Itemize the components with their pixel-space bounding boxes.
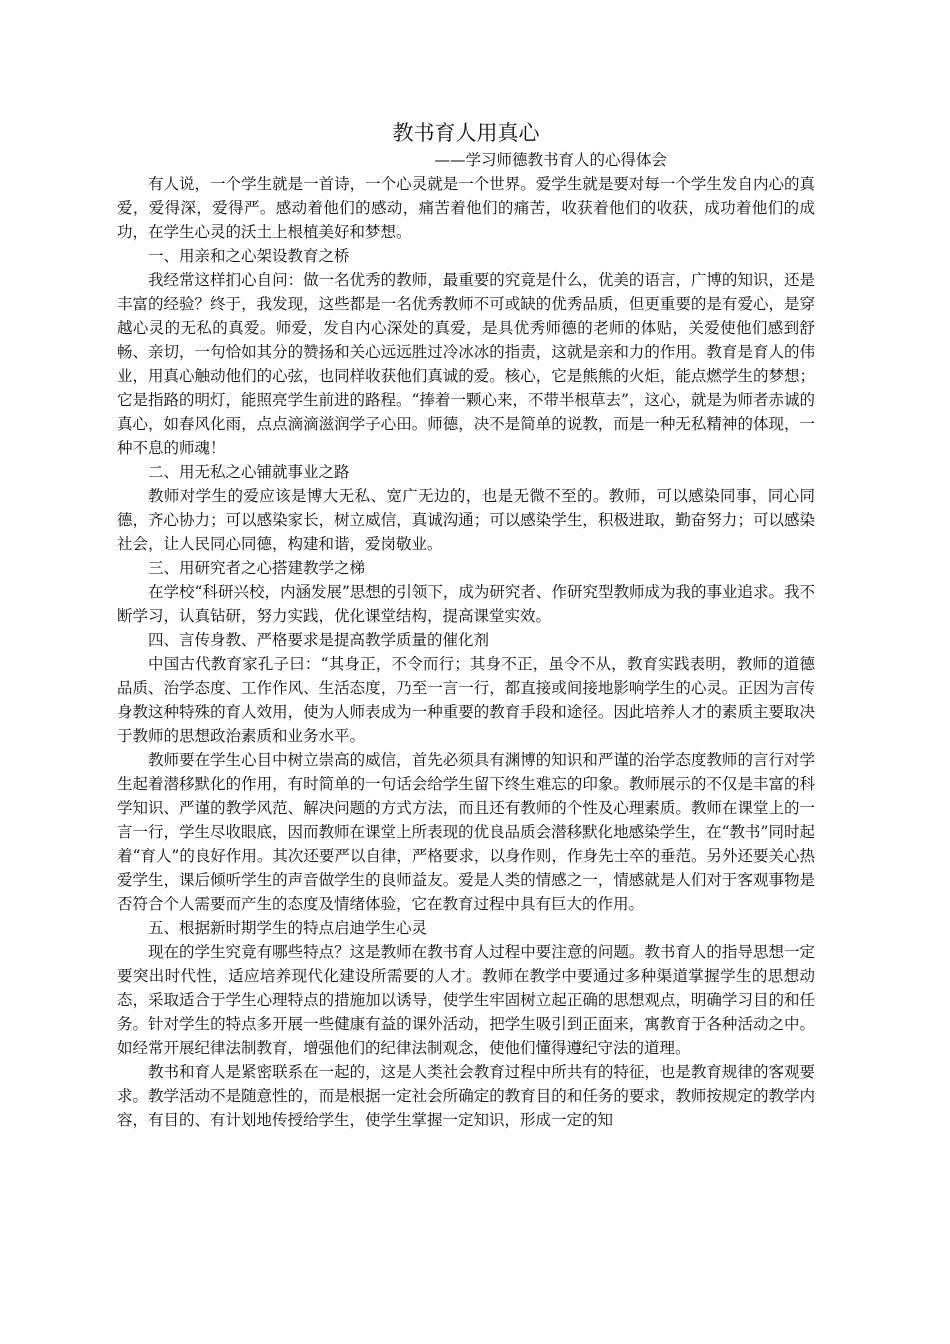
document-page: [117, 118, 815, 1132]
paragraph-section-4b: 教师要在学生心目中树立崇高的威信，首先必须具有渊博的知识和严谨的治学态度教师的言行对学生起着潜移默化的作用，有时简单的一句话会给学生留下终生难忘的印象。教师展示的不仅是丰富的科学知识、严谨的教学风范、解决问题的方式方法，而且还有教师的个性及心理素质。教师在课堂上的一言一行，学生尽收眼底，因而教师在课堂上所表现的优良品质会潜移默化地感染学生，在“教书”同时起着“育人”的良好作用。其次还要严以自律，严格要求，以身作则，作身先士卒的垂范。另外还要关心热爱学生，课后倾听学生的声音做学生的良师益友。爱是人类的情感之一，情感就是人们对于客观事物是否符合个人需要而产生的态度及情绪体验，它在教育过程中具有巨大的作用。: [117, 751, 815, 913]
paragraph-section-4a: 中国古代教育家孔子曰：“其身正，不令而行；其身不正，虽令不从，教育实践表明，教师的道德品质、治学态度、工作作风、生活态度，乃至一言一行，都直接或间接地影响学生的心灵。正因为言传身教这种特殊的育人效用，使为人师表成为一种重要的教育手段和途径。因此培养人才的素质主要取决于教师的思想政治素质和业务水平。: [117, 655, 815, 745]
section-heading-4: 四、言传身教、严格要求是提高教学质量的催化剂: [148, 631, 490, 649]
paragraph-section-2: 教师对学生的爱应该是博大无私、宽广无边的，也是无微不至的。教师，可以感染同事，同心同德，齐心协力；可以感染家长，树立威信，真诚沟通；可以感染学生，积极进取，勤奋努力；可以感染社会，让人民同心同德，构建和谐，爱岗敬业。: [117, 487, 815, 553]
paragraph-section-1: 我经常这样扪心自问：做一名优秀的教师，最重要的究竟是什么，优美的语言，广博的知识，还是丰富的经验？终于，我发现，这些都是一名优秀教师不可或缺的优秀品质，但更重要的是有爱心，是穿越心灵的无私的真爱。师爱，发自内心深处的真爱，是具优秀师德的老师的体贴，关爱使他们感到舒畅、亲切，一句恰如其分的赞扬和关心远远胜过冷冰冰的指责，这就是亲和力的作用。教育是育人的伟业，用真心触动他们的心弦，也同样收获他们真诚的爱。核心，它是熊熊的火炬，能点燃学生的梦想；它是指路的明灯，能照亮学生前进的路程。“捧着一颗心来，不带半根草去”，这心，就是为师者赤诚的真心，如春风化雨，点点滴滴滋润学子心田。师德，决不是简单的说教，而是一种无私精神的体现，一种不息的师魂！: [117, 271, 815, 457]
section-heading-5: 五、根据新时期学生的特点启迪学生心灵: [148, 919, 428, 937]
section-heading-1: 一、用亲和之心架设教育之桥: [148, 247, 350, 265]
document-subtitle: ——学习师德教书育人的心得体会: [434, 151, 667, 169]
section-heading-3: 三、用研究者之心搭建教学之梯: [148, 559, 366, 577]
paragraph-section-5a: 现在的学生究竟有哪些特点？这是教师在教书育人过程中要注意的问题。教书育人的指导思想一定要突出时代性，适应培养现代化建设所需要的人才。教师在教学中要通过多种渠道掌握学生的思想动态，采取适合于学生心理特点的措施加以诱导，使学生牢固树立起正确的思想观点，明确学习目的和任务。针对学生的特点多开展一些健康有益的课外活动，把学生吸引到正面来，寓教育于各种活动之中。如经常开展纪律法制教育，增强他们的纪律法制观念，使他们懂得遵纪守法的道理。: [117, 943, 815, 1057]
paragraph-intro: 有人说，一个学生就是一首诗，一个心灵就是一个世界。爱学生就是要对每一个学生发自内心的真爱，爱得深，爱得严。感动着他们的感动，痛苦着他们的痛苦，收获着他们的收获，成功着他们的成功，在学生心灵的沃土上根植美好和梦想。: [117, 175, 815, 241]
document-title: 教书育人用真心: [392, 121, 540, 145]
paragraph-section-3: 在学校“科研兴校，内涵发展”思想的引领下，成为研究者、作研究型教师成为我的事业追求。我不断学习，认真钻研，努力实践，优化课堂结构，提高课堂实效。: [117, 583, 815, 625]
paragraph-section-5b: 教书和育人是紧密联系在一起的，这是人类社会教育过程中所共有的特征，也是教育规律的客观要求。教学活动不是随意性的，而是根据一定社会所确定的教育目的和任务的要求，教师按规定的教学内容，有目的、有计划地传授给学生，使学生掌握一定知识，形成一定的知: [117, 1063, 815, 1129]
section-heading-2: 二、用无私之心铺就事业之路: [148, 463, 350, 481]
